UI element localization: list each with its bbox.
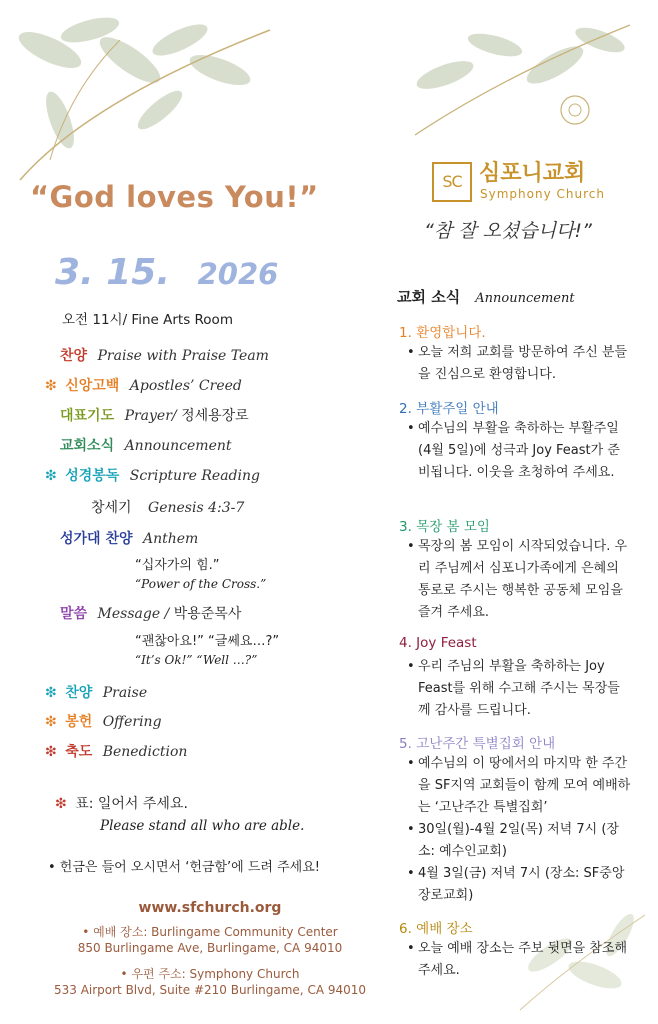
order-item-ko: 축도	[65, 744, 93, 760]
bullet-icon: •	[407, 659, 415, 674]
bullet-icon: •	[407, 345, 415, 360]
announcement-text: 오늘 예배 장소는 주보 뒷면을 참조해 주세요.	[418, 941, 628, 978]
message-speaker: 박용준목사	[173, 606, 242, 622]
announcement-bullet	[407, 342, 632, 386]
order-item-offering	[45, 711, 162, 731]
announcement-heading-4: 4. Joy Feast	[399, 635, 477, 651]
date-year: 2026	[197, 257, 279, 291]
order-item-en: Prayer/	[124, 408, 177, 424]
standing-mark-icon: ❇	[45, 714, 57, 730]
announcement-heading-2: 2. 부활주일 안내	[399, 401, 499, 417]
order-item-en: Apostles’ Creed	[129, 378, 242, 394]
order-item-en: Anthem	[142, 531, 199, 547]
bullet-icon: •	[407, 539, 415, 554]
church-name-en: Symphony Church	[480, 187, 605, 201]
anthem-title-en: “Power of the Cross.”	[135, 577, 267, 591]
announcement-bullet	[407, 753, 632, 819]
announcement-heading-3: 3. 목장 봄 모임	[399, 519, 490, 535]
greeting-title: “God loves You!”	[30, 180, 319, 214]
mail-address: 533 Airport Blvd, Suite #210 Burlingame, CA 94010	[53, 983, 367, 997]
worship-place: • 예배 장소: Burlingame Community Center	[82, 925, 338, 939]
time-place: 오전 11시/ Fine Arts Room	[62, 312, 233, 328]
order-item-praise	[60, 345, 269, 365]
message-title-ko: “괜찮아요!” “글쎄요…?”	[135, 634, 280, 649]
announcement-title	[397, 286, 575, 307]
order-item-message	[60, 603, 241, 623]
leaf-decoration-top-left	[10, 10, 280, 190]
order-item-prayer	[60, 405, 249, 425]
order-item-en: Praise with Praise Team	[97, 348, 269, 364]
bullet-icon: •	[407, 941, 415, 956]
announcement-bullet	[407, 819, 632, 863]
bullet-icon: •	[407, 756, 415, 771]
announcement-text: 예수님의 이 땅에서의 마지막 한 주간을 SF지역 교회들이 함께 모여 예배하는 ‘고난주간 특별집회’	[418, 756, 631, 815]
announcement-title-en: Announcement	[475, 291, 575, 306]
order-item-ko: 대표기도	[60, 408, 115, 424]
announcement-bullet	[407, 656, 632, 722]
standing-mark-icon: ❇	[45, 685, 57, 701]
announcement-bullet	[407, 863, 632, 907]
announcement-bullet	[407, 938, 632, 982]
order-item-ko: 봉헌	[65, 714, 93, 730]
order-item-ko: 성경봉독	[65, 468, 120, 484]
standing-mark-icon: ❇	[55, 796, 67, 812]
announcement-heading-6: 6. 예배 장소	[399, 921, 473, 937]
order-item-creed	[45, 375, 242, 395]
scripture-book: 창세기	[91, 500, 132, 516]
service-date	[55, 252, 278, 293]
standing-note-en: Please stand all who are able.	[100, 818, 305, 834]
announcement-text: 예수님의 부활을 축하하는 부활주일(4월 5일)에 성극과 Joy Feast가 준비됩니다. 이웃을 초청하여 주세요.	[418, 421, 620, 480]
church-name-ko: 심포니교회	[479, 161, 586, 186]
order-item-ko: 찬양	[60, 348, 88, 364]
order-item-scripture	[45, 465, 260, 485]
announcement-text: 4월 3일(금) 저녁 7시 (장소: SF중앙장로교회)	[418, 866, 625, 903]
welcome-script: “참 잘 오셨습니다!”	[424, 220, 592, 242]
order-item-ko: 성가대 찬양	[60, 531, 133, 547]
order-item-announcement	[60, 435, 232, 455]
order-item-ko: 말씀	[60, 606, 88, 622]
scripture-reference	[91, 497, 244, 517]
order-item-ko: 신앙고백	[65, 378, 120, 394]
announcement-text: 목장의 봄 모임이 시작되었습니다. 우리 주님께서 심포니가족에게 은혜의 통로로 주시는 행복한 공동체 모임을 즐겨 주세요.	[418, 539, 628, 620]
announcement-heading-5: 5. 고난주간 특별집회 안내	[399, 736, 556, 752]
order-item-en: Benediction	[102, 744, 188, 760]
bullet-icon: •	[407, 822, 415, 837]
bullet-icon: •	[407, 866, 415, 881]
announcement-text: 30일(월)-4월 2일(목) 저녁 7시 (장소: 예수인교회)	[418, 822, 619, 859]
order-item-ko: 교회소식	[60, 438, 115, 454]
offering-note: • 헌금은 들어 오시면서 ‘헌금함’에 드려 주세요!	[48, 860, 320, 875]
standing-note	[55, 793, 188, 813]
scripture-ref: Genesis 4:3-7	[148, 500, 245, 516]
website-link[interactable]: www.sfchurch.org	[138, 900, 282, 916]
announcement-text: 오늘 저희 교회를 방문하여 주신 분들을 진심으로 환영합니다.	[418, 345, 628, 382]
message-title-en: “It’s Ok!” “Well …?”	[135, 653, 258, 667]
order-item-en: Announcement	[124, 438, 232, 454]
standing-mark-icon: ❇	[45, 468, 57, 484]
worship-address: 850 Burlingame Ave, Burlingame, CA 94010	[77, 941, 343, 955]
order-item-anthem	[60, 528, 198, 548]
announcement-title-ko: 교회 소식	[397, 288, 461, 306]
standing-note-label: 표: 일어서 주세요.	[75, 796, 188, 812]
announcement-heading-1: 1. 환영합니다.	[399, 325, 486, 341]
church-logo	[432, 160, 632, 210]
order-item-en: Message /	[97, 606, 170, 622]
standing-mark-icon: ❇	[45, 744, 57, 760]
date-day: 3. 15.	[55, 252, 171, 293]
order-item-en: Praise	[102, 685, 148, 701]
announcement-bullet	[407, 536, 632, 624]
order-item-extra: 정세용장로	[181, 408, 249, 424]
order-item-praise-end	[45, 682, 147, 702]
order-item-ko: 찬양	[65, 685, 93, 701]
order-of-worship	[45, 345, 375, 765]
anthem-title-ko: “십자가의 힘.”	[135, 558, 220, 573]
announcement-bullet	[407, 418, 632, 484]
order-item-en: Scripture Reading	[129, 468, 260, 484]
logo-mark: SC	[432, 162, 472, 202]
standing-mark-icon: ❇	[45, 378, 57, 394]
mail-label: • 우편 주소: Symphony Church	[120, 967, 300, 981]
order-item-en: Offering	[102, 714, 162, 730]
announcement-text: 우리 주님의 부활을 축하하는 Joy Feast를 위해 수고해 주시는 목장들께 감사를 드립니다.	[418, 659, 620, 718]
leaf-decoration-top-right	[405, 15, 635, 155]
order-item-benediction	[45, 741, 187, 761]
bullet-icon: •	[407, 421, 415, 436]
